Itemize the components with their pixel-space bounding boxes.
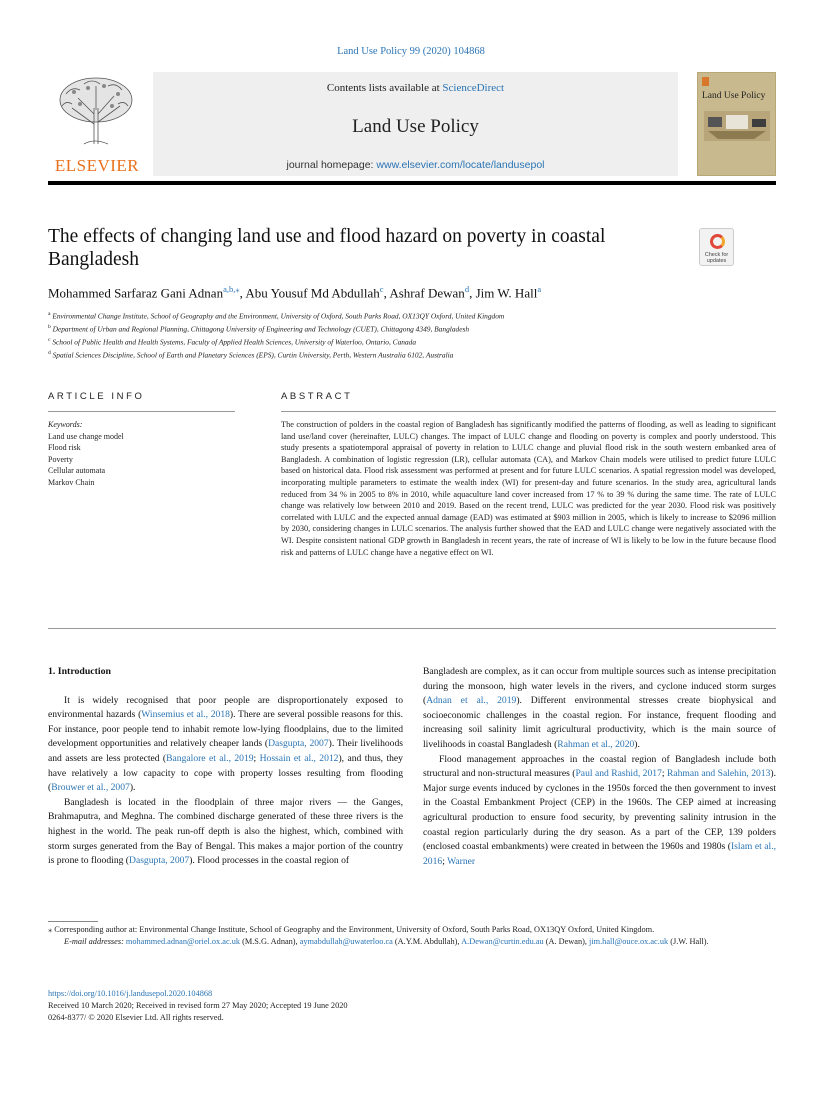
email-owner: (J.W. Hall). bbox=[668, 937, 709, 946]
author-name[interactable]: Ashraf Dewan bbox=[389, 285, 465, 301]
paragraph-text: ; bbox=[661, 768, 667, 780]
footnotes bbox=[48, 924, 776, 948]
journal-title: Land Use Policy bbox=[352, 116, 479, 137]
affiliation-text: School of Public Health and Health Systems, Faculty of Applied Health Sciences, University of Waterloo, Ontario, Canada bbox=[52, 337, 417, 347]
journal-cover[interactable] bbox=[697, 72, 776, 176]
affiliation-item bbox=[48, 335, 776, 348]
citation-link[interactable]: Dasgupta, 2007 bbox=[129, 855, 190, 867]
corresponding-author-note: ⁎ Corresponding author at: Environmental Change Institute, School of Geography and the Environment, University of Oxford, South Parks Road, OX13QY Oxford, United Kingdom. bbox=[48, 925, 655, 934]
email-link[interactable]: A.Dewan@curtin.edu.au bbox=[461, 937, 544, 946]
citation-link[interactable]: Dasgupta, 2007 bbox=[268, 738, 329, 750]
article-info-rule bbox=[48, 411, 235, 412]
article-title: The effects of changing land use and flood hazard on poverty in coastal Bangladesh bbox=[48, 226, 606, 270]
citation-link[interactable]: Adnan et al., 2019 bbox=[426, 695, 517, 707]
left-paragraphs bbox=[48, 694, 403, 869]
abstract-text: The construction of polders in the coastal region of Bangladesh has significantly modified the patterns of flooding, as well as leading to significant land use/land cover (hereinafter, LULC) changes. The impact of LULC change and flooding on poverty is complex and poorly understood. This study presents a spatiotemporal appraisal of poverty in relation to LULC change and pluvial flood risk in the south western embanked area of Bangladesh. A combination of logistic regression (LR), cellular automata (CA), and Markov Chain models were utilised to predict future LULC based on historical data. Flood risk assessment was performed at present and for future LULC scenarios. A spatial regression model was developed, incorporating multiple parameters to estimate the wealth index (WI) for present-day and future scenarios. In the study area, agricultural lands reduced from 34 % in 2005 to 8% in 2010, while aquaculture land cover increased from 17 % to 39 % during the same time. The rate of LULC change was relatively low between 2010 and 2019. Based on the recent trend, LULC was predicted for the year 2030. Flood risk was positively correlated with LULC and the expected annual damage (EAD) was estimated at $903 million in 2005, which is likely to increase to $2096 million by 2030, considering changes in LULC scenarios. The analysis further showed that the EAD and LULC change were negatively associated with the WI. Despite consistent national GDP growth in Bangladesh in recent years, the rate of increase of WI is likely to be low in the future because flood risk and patterns of LULC change have a negative effect on WI. bbox=[281, 420, 776, 557]
author-affiliation-mark[interactable]: c bbox=[379, 284, 384, 294]
affiliation-item bbox=[48, 348, 776, 361]
citation-link[interactable]: Rahman and Salehin, 2013 bbox=[666, 768, 771, 780]
copyright-notice: 0264-8377/ © 2020 Elsevier Ltd. All rights reserved. bbox=[48, 1013, 224, 1022]
paragraph-text: ), and thus, they have relatively a low capacity to cope with property losses resulting from flooding ( bbox=[48, 752, 403, 794]
keyword-item: Flood risk bbox=[48, 443, 81, 453]
paragraph-text: ). There are several possible reasons for this. For instance, poor people tend to inhabit remote low-lying floodplains, due to the limited development opportunities and relatively cheaper lands ( bbox=[48, 709, 403, 750]
footnote-rule bbox=[48, 921, 98, 922]
affiliation-mark: b bbox=[48, 323, 51, 330]
email-link[interactable]: mohammed.adnan@oriel.ox.ac.uk bbox=[125, 937, 241, 946]
masthead-rule bbox=[48, 181, 776, 185]
citation-link[interactable]: Brouwer et al., 2007 bbox=[51, 782, 130, 794]
homepage-prefix: journal homepage: bbox=[286, 159, 377, 171]
paragraph-text: ). Their livelihoods and assets are less protected ( bbox=[48, 738, 403, 764]
doi-block bbox=[48, 988, 776, 1024]
author-affiliation-mark[interactable]: d bbox=[464, 284, 470, 294]
abstract-bottom-rule bbox=[48, 628, 776, 629]
elsevier-tree-icon bbox=[54, 74, 138, 150]
keywords-label: Keywords: bbox=[48, 420, 83, 429]
check-updates-icon bbox=[710, 234, 725, 249]
body-column-left bbox=[48, 665, 403, 869]
author-name[interactable]: Abu Yousuf Md Abdullah bbox=[245, 285, 380, 301]
affiliation-item bbox=[48, 322, 776, 335]
sciencedirect-link[interactable]: ScienceDirect bbox=[442, 82, 505, 94]
homepage-link[interactable]: www.elsevier.com/locate/landusepol bbox=[376, 159, 545, 171]
publisher-logo[interactable] bbox=[48, 72, 146, 176]
check-updates-label bbox=[700, 252, 733, 264]
masthead bbox=[48, 72, 776, 178]
email-addresses bbox=[48, 936, 776, 948]
author-affiliation-mark[interactable]: a bbox=[537, 284, 542, 294]
keyword-item: Cellular automata bbox=[48, 466, 106, 476]
affiliation-text: Environmental Change Institute, School of Geography and the Environment, University of Oxford, South Parks Road, OX13QY Oxford, United Kingdom bbox=[52, 311, 505, 321]
paragraph-text: ). bbox=[129, 782, 136, 794]
email-label: E-mail addresses: bbox=[64, 937, 124, 946]
check-label-line-2: updates bbox=[706, 258, 727, 264]
affiliation-text: Spatial Sciences Discipline, School of Earth and Planetary Sciences (EPS), Curtin University, Perth, Western Australia 6102, Australia bbox=[52, 350, 454, 360]
author-affiliation-mark[interactable]: a,b,⁎ bbox=[223, 284, 240, 294]
cover-artwork-icon bbox=[704, 111, 770, 141]
check-for-updates-badge[interactable] bbox=[699, 228, 734, 266]
affiliation-mark: a bbox=[48, 311, 51, 317]
author-separator: , bbox=[239, 285, 246, 301]
paragraph-text: ). Different environmental stresses create biophysical and socioeconomic challenges in the coastal region. For instance, frequent flooding and increasing soil salinity limit agricultural productivity, which is the main source of livelihoods in coastal Bangladesh ( bbox=[423, 695, 776, 750]
citation-link[interactable]: Winsemius et al., 2018 bbox=[141, 709, 230, 721]
affiliation-mark: c bbox=[48, 336, 51, 343]
paragraph-text: ). Major surge events induced by cyclones in the 1950s forced the then government to invest in the Coastal Embankment Project (CEP) in the 1960s. The CEP aimed at increasing agricultural production to ensure food security, by preventing salinity intrusion in the coastal region particularly during the dry season. As a part of the CEP, 139 polders (enclosed coastal embankments) were created in between the 1960s and 1980s ( bbox=[423, 768, 776, 853]
journal-homepage bbox=[153, 159, 678, 171]
citation-link[interactable]: Islam et al., 2016 bbox=[423, 841, 776, 867]
email-link[interactable]: aymabdullah@uwaterloo.ca bbox=[299, 937, 393, 946]
email-link[interactable]: jim.hall@ouce.ox.ac.uk bbox=[589, 937, 669, 946]
body-paragraph bbox=[48, 694, 403, 796]
author-name[interactable]: Jim W. Hall bbox=[475, 285, 538, 301]
citation-link[interactable]: Paul and Rashid, 2017 bbox=[575, 768, 662, 780]
body-paragraph bbox=[423, 665, 776, 753]
body-paragraph bbox=[48, 796, 403, 869]
paragraph-text: Flood management approaches in the coastal region of Bangladesh include both structural and non-structural measures ( bbox=[423, 753, 776, 780]
citation-link[interactable]: Warner bbox=[447, 855, 476, 867]
cover-title: Land Use Policy bbox=[702, 91, 766, 101]
email-owner: (A. Dewan), bbox=[543, 937, 590, 946]
keyword-item: Markov Chain bbox=[48, 477, 95, 487]
affiliation-item bbox=[48, 309, 776, 322]
paragraph-text: ). Flood processes in the coastal region of bbox=[189, 855, 350, 867]
author-separator: , bbox=[469, 285, 476, 301]
paragraph-text: Bangladesh is located in the floodplain of three major rivers — the Ganges, Brahmaputra, and Meghna. The combined discharge generated of these three rivers is the highest in the world. The peak run-off depth is also the highest, which, combined with storm surges generated from the Bay of Bengal. This makes a major portion of the country is prone to flooding ( bbox=[48, 796, 403, 867]
publisher-name: ELSEVIER bbox=[54, 156, 140, 175]
affiliations bbox=[48, 309, 776, 361]
paragraph-text: Bangladesh are complex, as it can occur from multiple sources such as intense precipitation during the monsoon, high water levels in the rivers, and cyclone induced storm surges ( bbox=[423, 666, 776, 707]
citation-link[interactable]: Rahman et al., 2020 bbox=[557, 738, 635, 750]
keywords-block bbox=[48, 419, 238, 489]
right-paragraphs bbox=[423, 665, 776, 869]
paragraph-text: ). bbox=[634, 738, 640, 750]
contents-line bbox=[153, 82, 678, 94]
body-column-right bbox=[423, 665, 776, 869]
received-dates: Received 10 March 2020; Received in revised form 27 May 2020; Accepted 19 June 2020 bbox=[48, 1001, 348, 1010]
citation-link[interactable]: Bangalore et al., 2019 bbox=[166, 752, 254, 764]
email-owner: (M.S.G. Adnan), bbox=[240, 937, 300, 946]
body-paragraph bbox=[423, 753, 776, 870]
author-list bbox=[48, 284, 776, 301]
article-info-heading: ARTICLE INFO bbox=[48, 391, 145, 402]
journal-box bbox=[153, 72, 678, 176]
paragraph-text: It is widely recognised that poor people are disproportionately exposed to environmental hazards ( bbox=[48, 694, 403, 721]
email-owner: (A.Y.M. Abdullah), bbox=[392, 937, 462, 946]
paragraph-text: ; bbox=[442, 855, 448, 867]
cover-mark-icon bbox=[702, 77, 709, 86]
doi-link[interactable]: https://doi.org/10.1016/j.landusepol.2020.104868 bbox=[48, 989, 213, 998]
citation-link[interactable]: Hossain et al., 2012 bbox=[259, 752, 339, 764]
keyword-item: Poverty bbox=[48, 454, 73, 464]
abstract-heading: ABSTRACT bbox=[281, 391, 353, 402]
paragraph-text: ; bbox=[253, 752, 260, 764]
author-name[interactable]: Mohammed Sarfaraz Gani Adnan bbox=[48, 285, 224, 301]
journal-citation[interactable]: Land Use Policy 99 (2020) 104868 bbox=[337, 46, 485, 57]
contents-prefix: Contents lists available at bbox=[326, 82, 443, 94]
section-heading: 1. Introduction bbox=[48, 666, 111, 677]
check-label-line-1: Check for bbox=[704, 252, 729, 258]
author-separator: , bbox=[383, 285, 390, 301]
abstract-rule bbox=[281, 411, 776, 412]
affiliation-mark: d bbox=[48, 349, 51, 356]
affiliation-text: Department of Urban and Regional Planning, Chittagong University of Engineering and Technology (CUET), Chittagong 4349, Bangladesh bbox=[52, 324, 470, 334]
keyword-item: Land use change model bbox=[48, 431, 124, 441]
